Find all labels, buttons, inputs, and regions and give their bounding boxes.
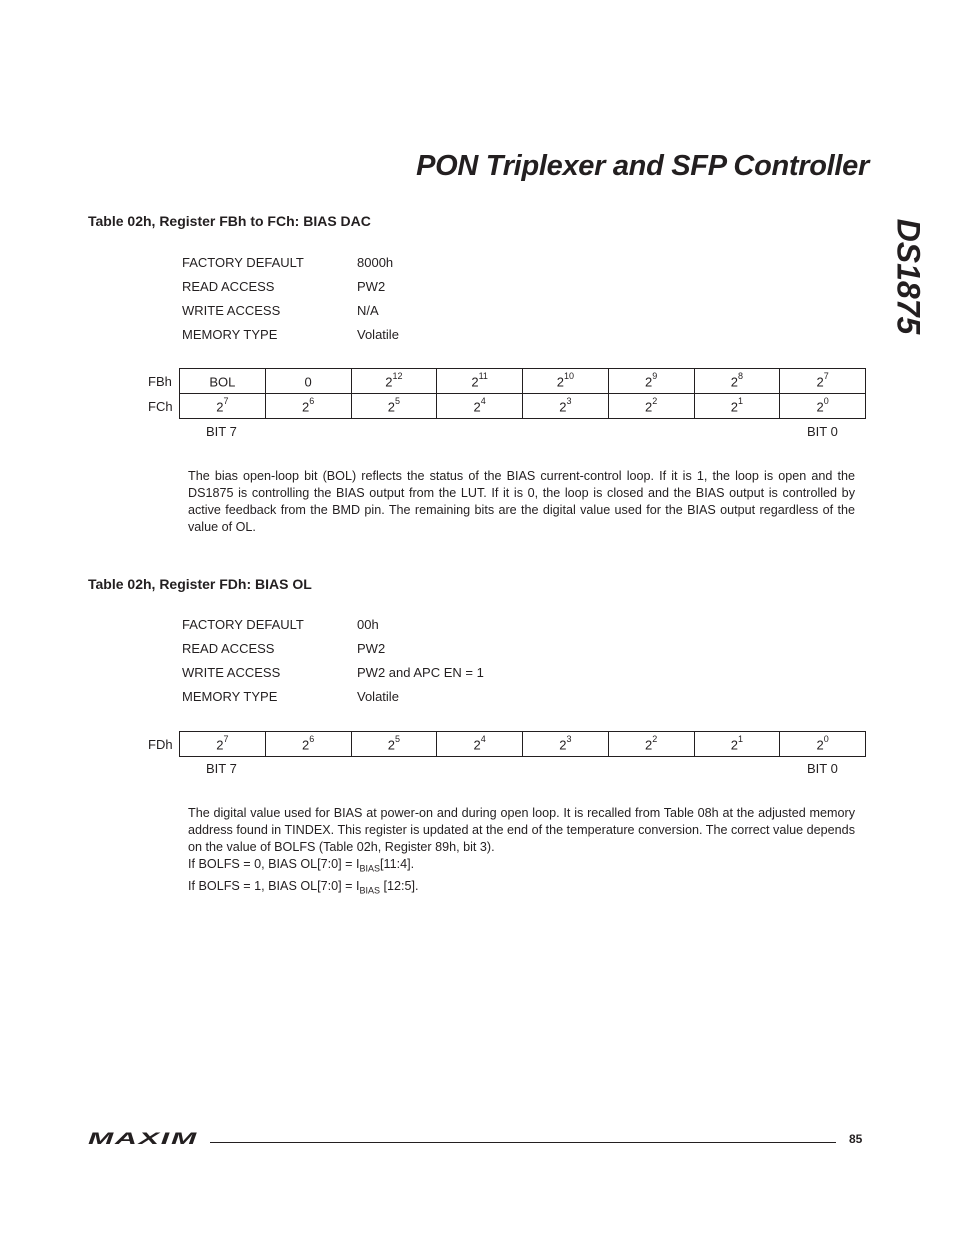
register-label-fch: FCh xyxy=(148,399,173,414)
property-label: WRITE ACCESS xyxy=(182,303,281,318)
section-heading-bias-ol: Table 02h, Register FDh: BIAS OL xyxy=(88,576,312,592)
property-value: PW2 xyxy=(357,641,386,656)
property-value: PW2 and APC EN = 1 xyxy=(357,665,484,680)
section-heading-bias-dac: Table 02h, Register FBh to FCh: BIAS DAC xyxy=(88,213,371,229)
bit-cell: $2^2$ xyxy=(608,732,694,757)
bit-cell: $2^5$ xyxy=(351,394,437,419)
property-label: READ ACCESS xyxy=(182,641,275,656)
property-row xyxy=(0,303,954,321)
maxim-logo xyxy=(88,1131,200,1145)
bit-0-label: BIT 0 xyxy=(807,761,838,776)
description-bias-ol xyxy=(188,805,855,899)
property-label: FACTORY DEFAULT xyxy=(182,617,304,632)
bit-cell: $2^9$ xyxy=(608,369,694,394)
property-row xyxy=(0,641,954,659)
property-value: 8000h xyxy=(357,255,394,270)
bit-cell: $2^7$ xyxy=(180,394,266,419)
property-value: Volatile xyxy=(357,689,399,704)
property-label: MEMORY TYPE xyxy=(182,327,278,342)
formula-bolfs-1: If BOLFS = 1, BIAS OL[7:0] = $I_{BIAS}$ [12:5]. xyxy=(188,878,419,896)
bit-cell: $2^2$ xyxy=(608,394,694,419)
bit-cell: $2^3$ xyxy=(523,394,609,419)
register-row-fch xyxy=(180,394,866,419)
bit-cell: $2^{11}$ xyxy=(437,369,523,394)
property-row xyxy=(0,617,954,635)
property-row xyxy=(0,665,954,683)
bit-cell: $2^{12}$ xyxy=(351,369,437,394)
bit-cell: $2^0$ xyxy=(780,732,866,757)
maxim-logo-icon xyxy=(88,1131,200,1145)
page-title: PON Triplexer and SFP Controller xyxy=(416,150,869,182)
property-label: MEMORY TYPE xyxy=(182,689,278,704)
maxim-logo-text: MAXIM xyxy=(88,1131,198,1145)
property-row xyxy=(0,255,954,273)
register-label-fbh: FBh xyxy=(148,374,172,389)
property-label: FACTORY DEFAULT xyxy=(182,255,304,270)
bit-cell: 0 xyxy=(265,369,351,394)
bit-cell: $2^7$ xyxy=(180,732,266,757)
bit-cell: $2^8$ xyxy=(694,369,780,394)
bit-cell: $2^{10}$ xyxy=(523,369,609,394)
property-label: WRITE ACCESS xyxy=(182,665,281,680)
register-table-bias-ol xyxy=(179,731,866,757)
side-part-number xyxy=(888,216,928,340)
footer-rule xyxy=(210,1142,836,1143)
bit-7-label: BIT 7 xyxy=(206,761,237,776)
register-row-fdh xyxy=(180,732,866,757)
bit-cell: $2^4$ xyxy=(437,394,523,419)
property-value: N/A xyxy=(357,303,379,318)
bit-cell: $2^1$ xyxy=(694,394,780,419)
formula-bolfs-0: If BOLFS = 0, BIAS OL[7:0] = $I_{BIAS}[11:4]$. xyxy=(188,857,415,874)
property-row xyxy=(0,689,954,707)
bit-cell: $2^3$ xyxy=(523,732,609,757)
bit-0-label: BIT 0 xyxy=(807,424,838,439)
side-part-number-text: DS1875 xyxy=(890,218,927,335)
bit-cell: $2^1$ xyxy=(694,732,780,757)
bit-cell: BOL xyxy=(180,369,266,394)
bit-cell: $2^6$ xyxy=(265,394,351,419)
bit-cell: $2^6$ xyxy=(265,732,351,757)
description-bias-dac xyxy=(188,468,855,536)
property-row xyxy=(0,279,954,297)
bit-7-label: BIT 7 xyxy=(206,424,237,439)
property-value: 00h xyxy=(357,617,379,632)
property-row xyxy=(0,327,954,345)
description-text: The bias open-loop bit (BOL) reflects the status of the BIAS current-control loop. If it is 1, the loop is open and the DS1875 is controlling the BIAS output from the LUT. If it is 0, the loop is closed and the BIAS output is controlled by active feedback from the BMD pin. The remaining bits are the digital value used for the BIAS output regardless of the value of OL. xyxy=(188,469,855,534)
property-value: Volatile xyxy=(357,327,399,342)
register-row-fbh xyxy=(180,369,866,394)
register-table-bias-dac xyxy=(179,368,866,419)
bit-cell: $2^7$ xyxy=(780,369,866,394)
description-text: The digital value used for BIAS at power-on and during open loop. It is recalled from Table 08h at the adjusted memory address found in TINDEX. This register is updated at the end of the temperature conversion. The correct value depends on the value of BOLFS (Table 02h, Register 89h, bit 3). xyxy=(188,806,855,854)
register-label-fdh: FDh xyxy=(148,737,173,752)
page-number: 85 xyxy=(849,1132,863,1146)
bit-cell: $2^0$ xyxy=(780,394,866,419)
property-value: PW2 xyxy=(357,279,386,294)
bit-cell: $2^5$ xyxy=(351,732,437,757)
property-label: READ ACCESS xyxy=(182,279,275,294)
bit-cell: $2^4$ xyxy=(437,732,523,757)
